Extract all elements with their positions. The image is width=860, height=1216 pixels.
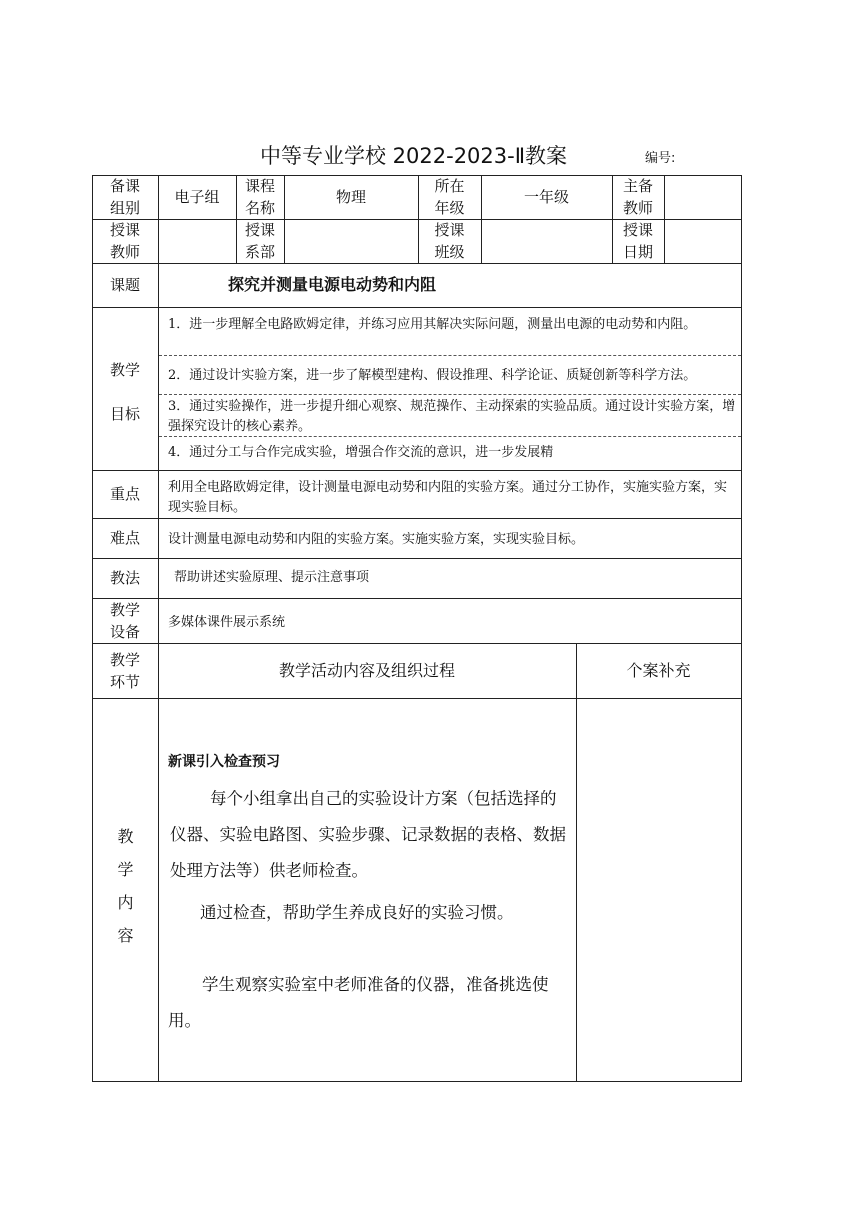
- value-teacher: [158, 219, 236, 263]
- value-grade: 一年级: [523, 188, 569, 206]
- label-text: 课程名称: [244, 177, 275, 217]
- table-border: [92, 1081, 742, 1082]
- label-text: 教学: [109, 361, 140, 379]
- value-lesson-group: 电子组: [174, 188, 220, 206]
- objective-item: 3．通过实验操作，进一步提升细心观察、规范操作、主动探索的实验品质。通过设计实验方案，增强探究设计的核心素养。: [168, 399, 736, 434]
- label-text: 教学设备: [109, 600, 140, 641]
- equipment-value: 多媒体课件展示系统: [168, 615, 286, 630]
- value-course-name: 物理: [335, 188, 366, 206]
- label-department: [236, 219, 284, 263]
- label-objectives: [92, 348, 158, 436]
- label-topic: 课题: [109, 276, 140, 294]
- topic-value: 探究并测量电源电动势和内阻: [228, 275, 437, 294]
- table-border: [92, 698, 742, 699]
- key-points-value: 利用全电路欧姆定律，设计测量电源电动势和内阻的实验方案。通过分工协作，实施实验方案，实现实验目标。: [168, 480, 728, 515]
- objective-item: 1．进一步理解全电路欧姆定律，并练习应用其解决实际问题，测量出电源的电动势和内阻。: [168, 317, 697, 332]
- table-border: [92, 263, 742, 264]
- label-grade: [418, 175, 481, 219]
- table-border: [92, 598, 742, 599]
- label-teaching-stage: [92, 643, 158, 698]
- page-title: 中等专业学校 2022-2023-Ⅱ教案: [260, 144, 568, 168]
- label-char: 内: [117, 893, 134, 912]
- value-class: [481, 219, 612, 263]
- label-char: 教: [117, 827, 134, 846]
- table-border: [741, 175, 742, 1082]
- objective-item: 2．通过设计实验方案，进一步了解模型建构、假设推理、科学论证、质疑创新等科学方法。: [168, 368, 697, 383]
- label-lead-teacher: [612, 175, 664, 219]
- content-column-header: 教学活动内容及组织过程: [278, 660, 455, 680]
- label-char: 学: [117, 860, 134, 879]
- label-text: 目标: [109, 405, 140, 423]
- label-lesson-group: [92, 175, 158, 219]
- difficulties-value: 设计测量电源电动势和内阻的实验方案。实施实验方案，实现实验目标。: [168, 532, 585, 547]
- table-border: [92, 470, 742, 471]
- label-key-points: 重点: [109, 485, 140, 503]
- label-equipment: [92, 598, 158, 643]
- value-department: [284, 219, 418, 263]
- objective-item: 4．通过分工与合作完成实验，增强合作交流的意识，进一步发展精: [168, 445, 554, 460]
- table-border: [92, 558, 742, 559]
- document-number-label: 编号:: [645, 151, 676, 166]
- table-border: [92, 307, 742, 308]
- label-text: 授课日期: [622, 221, 653, 261]
- value-lead-teacher: [664, 175, 741, 219]
- label-text: 备课组别: [109, 177, 140, 217]
- label-text: 所在年级: [434, 177, 465, 217]
- label-date: [612, 219, 664, 263]
- label-difficulties: 难点: [109, 529, 140, 547]
- table-border: [92, 518, 742, 519]
- label-course-name: [236, 175, 284, 219]
- objective-divider: [159, 394, 741, 395]
- label-class: [418, 219, 481, 263]
- methods-value: 帮助讲述实验原理、提示注意事项: [174, 570, 370, 585]
- label-methods: 教法: [109, 569, 140, 587]
- label-text: 教学环节: [109, 650, 140, 691]
- section-title: 新课引入检查预习: [168, 754, 280, 770]
- label-text: 授课系部: [244, 221, 275, 261]
- content-paragraph: 每个小组拿出自己的实验设计方案（包括选择的仪器、实验电路图、实验步骤、记录数据的表格、数据处理方法等）供老师检查。: [170, 789, 566, 880]
- label-text: 主备教师: [622, 177, 653, 217]
- label-char: 容: [117, 926, 134, 945]
- content-paragraph: 通过检查，帮助学生养成良好的实验习惯。: [200, 903, 514, 922]
- label-text: 授课班级: [434, 221, 465, 261]
- label-text: 授课教师: [109, 221, 140, 261]
- label-teaching-content: [92, 820, 159, 952]
- value-date: [664, 219, 741, 263]
- label-teacher: [92, 219, 158, 263]
- objective-divider: [159, 355, 741, 356]
- table-border: [576, 643, 577, 1082]
- content-paragraph: 学生观察实验室中老师准备的仪器，准备挑选使用。: [168, 975, 549, 1030]
- supplement-column-header: 个案补充: [626, 660, 691, 680]
